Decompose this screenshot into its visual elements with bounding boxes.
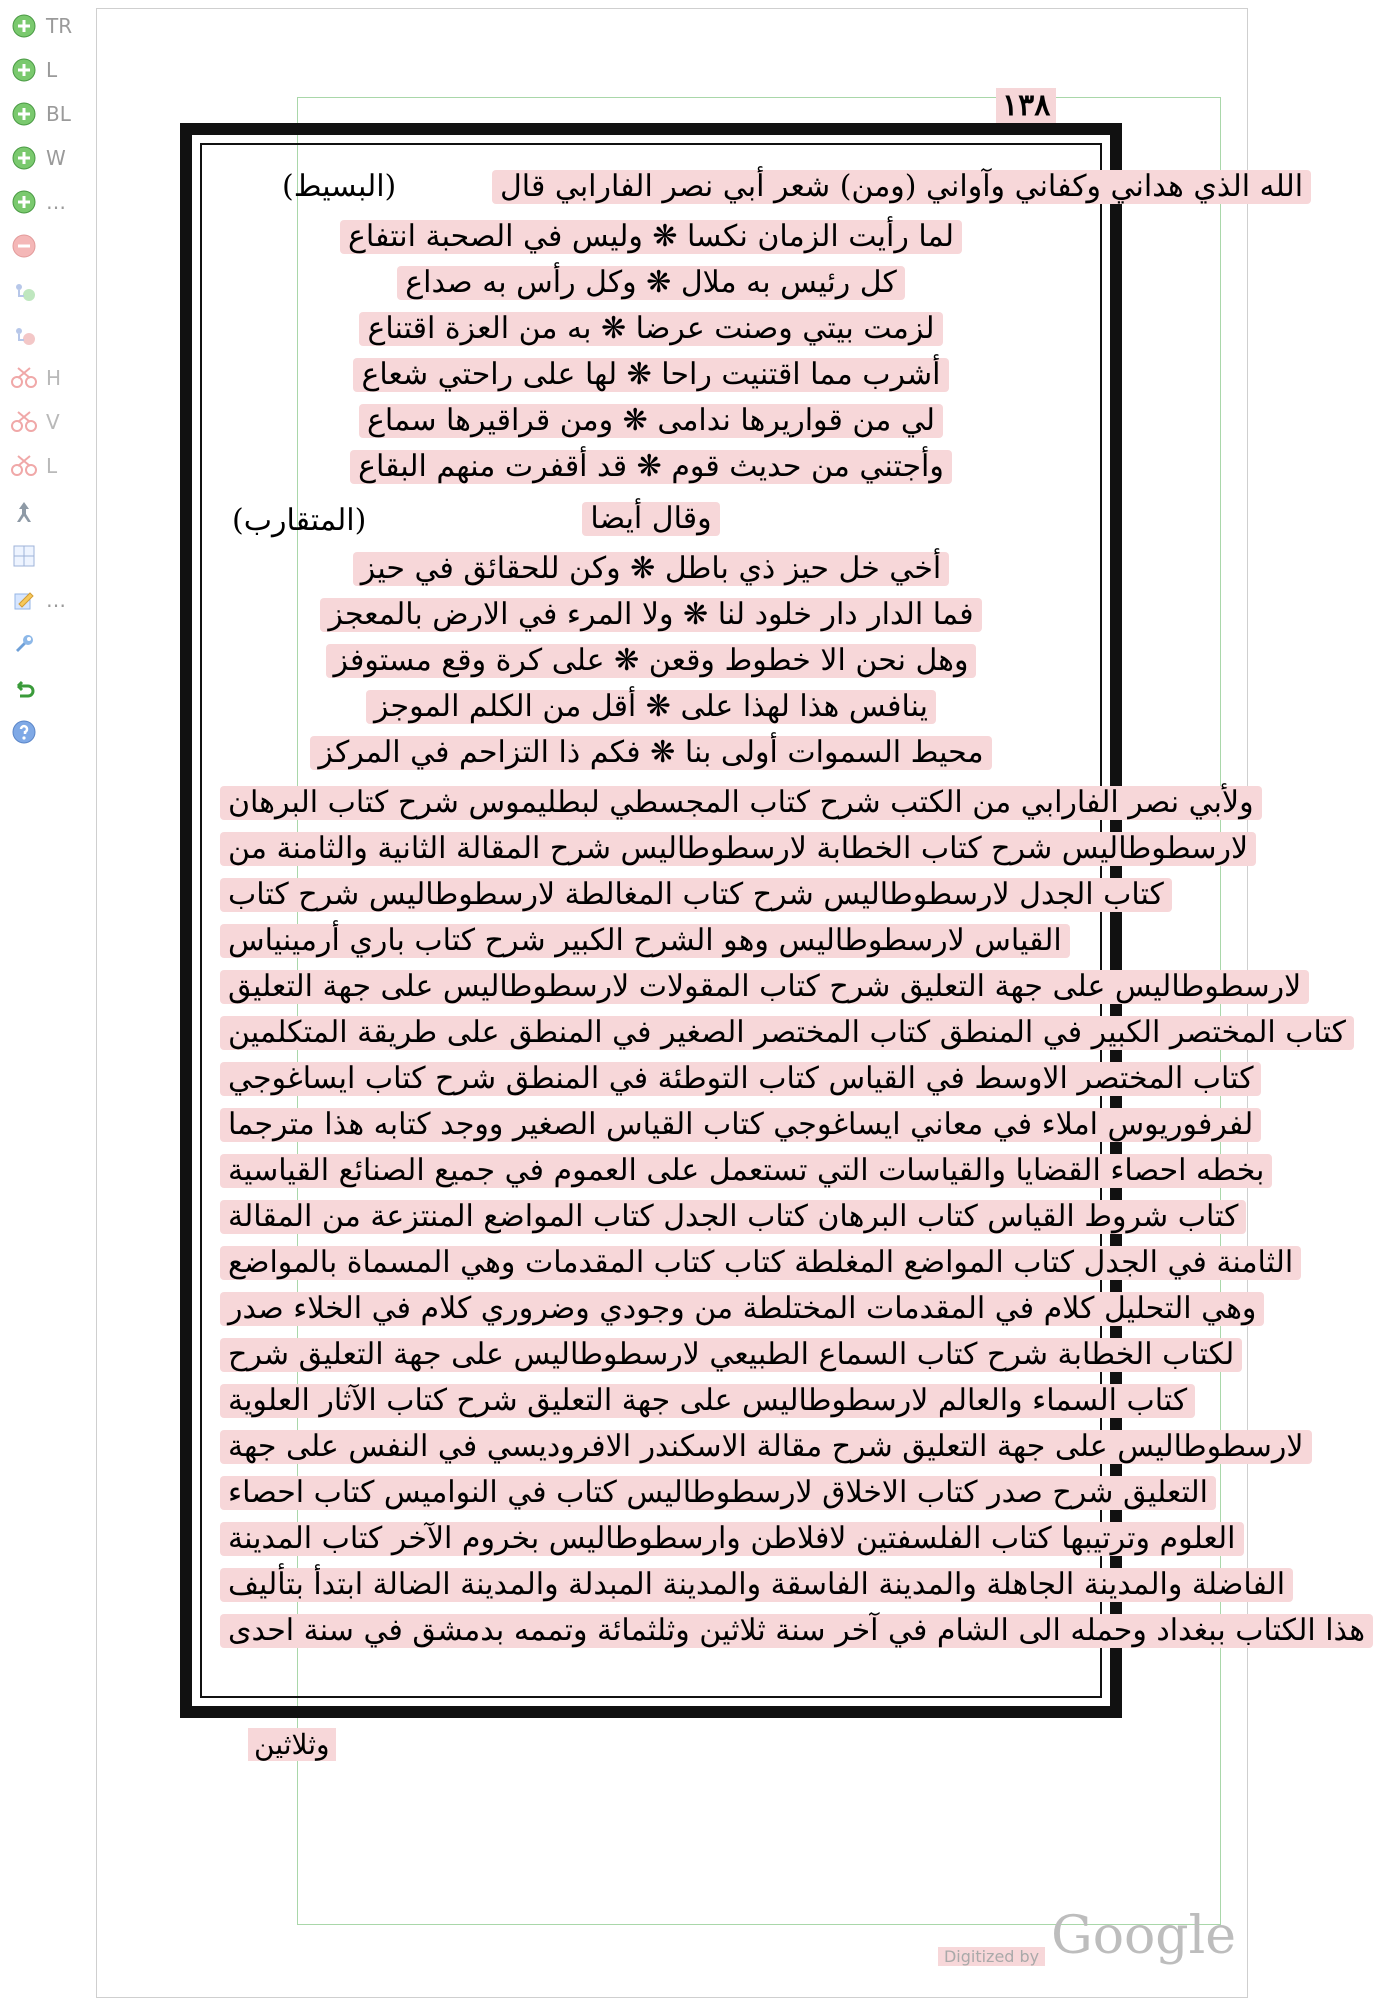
text-line: لما رأيت الزمان نكسا ❋ وليس في الصحبة انتفاع <box>392 217 910 257</box>
text-line: هذا الكتاب ببغداد وحمله الى الشام في آخر سنة ثلاثين وثلثمائة وتممه بدمشق في سنة احدى <box>220 1611 1066 1651</box>
toolbar-label: BL <box>46 102 71 126</box>
text-line: التعليق شرح صدر كتاب الاخلاق لارسطوطاليس كتاب في النواميس كتاب احصاء <box>220 1473 1066 1513</box>
toolbar-add-more-button[interactable] <box>10 186 66 218</box>
toolbar-edit-button[interactable] <box>10 584 66 616</box>
text-line: وأجتني من حديث قوم ❋ قد أقفرت منهم البقاع <box>392 447 910 487</box>
toolbar-label: … <box>46 588 66 612</box>
page-number-text: ١٣٨ <box>996 88 1056 123</box>
digitized-by-text: Digitized by <box>938 1947 1045 1966</box>
toolbar-settings-button[interactable] <box>10 628 38 660</box>
digitized-by-google <box>938 1906 1236 1966</box>
text-line: لي من قواريرها ندامى ❋ ومن قراقيرها سماع <box>392 401 910 441</box>
toolbar-split-l-button[interactable] <box>10 450 57 482</box>
toolbar-add-bl-button[interactable] <box>10 98 71 130</box>
toolbar-label: V <box>46 410 60 434</box>
add-circle-icon <box>10 100 38 128</box>
text-line: كل رئيس به ملال ❋ وكل رأس به صداع <box>392 263 910 303</box>
poem2-title: وقال أيضا <box>392 499 910 539</box>
text-line: كتاب الجدل لارسطوطاليس شرح كتاب المغالطة لارسطوطاليس شرح كتاب <box>220 875 1066 915</box>
add-circle-icon <box>10 56 38 84</box>
toolbar-add-tr-button[interactable] <box>10 10 72 42</box>
text-line: ولأبي نصر الفارابي من الكتب شرح كتاب المجسطي لبطليموس شرح كتاب البرهان <box>220 783 1066 823</box>
text-line: وهي التحليل كلام في المقدمات المختلطة من وجودي وضروري كلام في الخلاء صدر <box>220 1289 1066 1329</box>
text-line: الله الذي هداني وكفاني وآواني (ومن) شعر أبي نصر الفارابي قال <box>492 167 1066 207</box>
remove-circle-icon <box>10 232 38 260</box>
toolbar-add-w-button[interactable] <box>10 142 66 174</box>
meter-label-2: (المتقارب) <box>232 503 367 538</box>
text-line: الفاضلة والمدينة الجاهلة والمدينة الفاسقة والمدينة المبدلة والمدينة الضالة ابتدأ بتأليف <box>220 1565 1066 1605</box>
text-line: بخطه احصاء القضايا والقياسات التي تستعمل على العموم في جميع الصنائع القياسية <box>220 1151 1066 1191</box>
toolbar-add-node-button[interactable] <box>10 276 38 308</box>
left-toolbar <box>0 0 92 2006</box>
google-logo-text: Google <box>1051 1906 1236 1966</box>
toolbar-label: … <box>46 190 66 214</box>
scissors-icon <box>10 452 38 480</box>
grid-icon <box>10 542 38 570</box>
toolbar-label: W <box>46 146 66 170</box>
add-node-icon <box>10 278 38 306</box>
toolbar-remove-button[interactable] <box>10 230 46 262</box>
toolbar-label: L <box>46 454 58 478</box>
text-line: العلوم وترتيبها كتاب الفلسفتين لافلاطن وارسطوطاليس بخروم الآخر كتاب المدينة <box>220 1519 1066 1559</box>
toolbar-label: H <box>46 366 62 390</box>
merge-icon <box>10 498 38 526</box>
meter-label-1: (البسيط) <box>282 169 397 204</box>
toolbar-grid-button[interactable] <box>10 540 38 572</box>
add-circle-icon <box>10 188 38 216</box>
text-line: وهل نحن الا خطوط وقعن ❋ على كرة وقع مستوفز <box>392 641 910 681</box>
text-line: لكتاب الخطابة شرح كتاب السماع الطبيعي لارسطوطاليس على جهة التعليق شرح <box>220 1335 1066 1375</box>
text-line: أشرب مما اقتنيت راحا ❋ لها على راحتي شعاع <box>392 355 910 395</box>
text-line: لفرفوريوس املاء في معاني ايساغوجي كتاب القياس الصغير ووجد كتابه هذا مترجما <box>220 1105 1066 1145</box>
add-circle-icon <box>10 12 38 40</box>
remove-node-icon <box>10 322 38 350</box>
wrench-icon <box>10 630 38 658</box>
text-line: القياس لارسطوطاليس وهو الشرح الكبير شرح كتاب باري أرمينياس <box>220 921 1066 961</box>
help-icon <box>10 718 38 746</box>
toolbar-split-h-button[interactable] <box>10 362 61 394</box>
text-line: لارسطوطاليس شرح كتاب الخطابة لارسطوطاليس شرح المقالة الثانية والثامنة من <box>220 829 1066 869</box>
text-line: الثامنة في الجدل كتاب المواضع المغلطة كتاب كتاب المقدمات وهي المسماة بالمواضع <box>220 1243 1066 1283</box>
text-line: ينافس هذا لهذا على ❋ أقل من الكلم الموجز <box>392 687 910 727</box>
add-circle-icon <box>10 144 38 172</box>
bottom-note: وثلاثين <box>248 1728 336 1761</box>
text-line: كتاب المختصر الاوسط في القياس كتاب التوطئة في المنطق شرح كتاب ايساغوجي <box>220 1059 1066 1099</box>
page-number <box>996 88 1056 123</box>
edit-icon <box>10 586 38 614</box>
text-line: كتاب شروط القياس كتاب البرهان كتاب الجدل كتاب المواضع المنتزعة من المقالة <box>220 1197 1066 1237</box>
text-line: أخي خل حيز ذي باطل ❋ وكن للحقائق في حيز <box>392 549 910 589</box>
toolbar-remove-node-button[interactable] <box>10 320 38 352</box>
text-line: لارسطوطاليس على جهة التعليق شرح مقالة الاسكندر الافروديسي في النفس على جهة <box>220 1427 1066 1467</box>
toolbar-help-button[interactable] <box>10 716 38 748</box>
toolbar-split-v-button[interactable] <box>10 406 60 438</box>
scissors-icon <box>10 408 38 436</box>
text-frame <box>180 123 1366 1718</box>
text-line: لارسطوطاليس على جهة التعليق شرح كتاب المقولات لارسطوطاليس على جهة التعليق <box>220 967 1066 1007</box>
toolbar-undo-button[interactable] <box>10 672 38 704</box>
text-line: كتاب السماء والعالم لارسطوطاليس على جهة التعليق شرح كتاب الآثار العلوية <box>220 1381 1066 1421</box>
text-line: محيط السموات أولى بنا ❋ فكم ذا التزاحم في المركز <box>392 733 910 773</box>
toolbar-label: L <box>46 58 58 82</box>
toolbar-merge-button[interactable] <box>10 496 38 528</box>
toolbar-label: TR <box>46 14 73 38</box>
text-line: فما الدار دار خلود لنا ❋ ولا المرء في الارض بالمعجز <box>392 595 910 635</box>
text-line: لزمت بيتي وصنت عرضا ❋ به من العزة اقتناع <box>392 309 910 349</box>
scissors-icon <box>10 364 38 392</box>
undo-icon <box>10 674 38 702</box>
text-line: كتاب المختصر الكبير في المنطق كتاب المختصر الصغير في المنطق على طريقة المتكلمين <box>220 1013 1066 1053</box>
toolbar-add-l-button[interactable] <box>10 54 57 86</box>
